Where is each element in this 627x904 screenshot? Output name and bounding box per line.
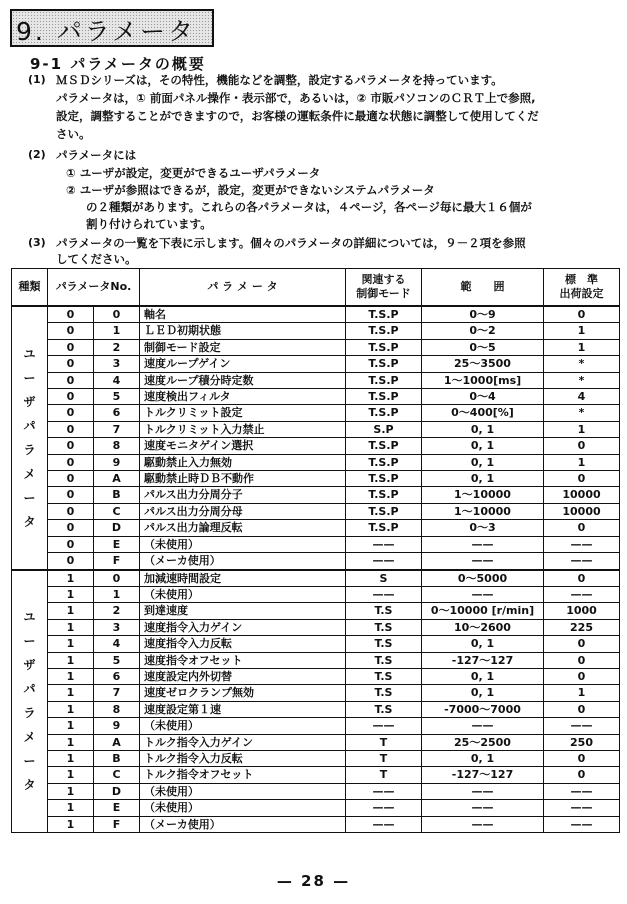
param-no-major: 1 [48,652,94,668]
control-mode: T [346,767,422,783]
param-no-major: 0 [48,372,94,388]
parameter-table [11,268,620,833]
table-row [12,816,620,832]
param-name: 速度ゼロクランプ無効 [140,685,346,701]
param-no-minor: A [94,734,140,750]
control-mode: T.S [346,701,422,717]
control-mode: —— [346,816,422,832]
table-row [12,487,620,503]
param-no-major: 1 [48,767,94,783]
param-range: 0～400[%] [422,405,544,421]
category-char: ザ [23,658,36,673]
default-value: —— [544,718,620,734]
param-no-minor: 4 [94,372,140,388]
param-no-major: 1 [48,750,94,766]
param-name: 加減速時間設定 [140,570,346,587]
param-no-major: 1 [48,718,94,734]
param-no-major: 0 [48,306,94,323]
param-no-major: 1 [48,783,94,799]
default-value: 1 [544,323,620,339]
control-mode: T.S [346,668,422,684]
param-no-major: 0 [48,520,94,536]
param-range: 25～2500 [422,734,544,750]
table-row [12,652,620,668]
param-no-major: 1 [48,685,94,701]
param-no-major: 1 [48,603,94,619]
para-1-line-3: 設定，調整することができますので，お客様の運転条件に最適な状態に調整して使用してくだ [56,109,539,123]
param-name: 速度指令オフセット [140,652,346,668]
control-mode: T.S [346,652,422,668]
param-no-major: 0 [48,356,94,372]
param-no-major: 1 [48,816,94,832]
table-row [12,767,620,783]
control-mode: T.S.P [346,372,422,388]
table-row [12,520,620,536]
table-row [12,685,620,701]
table-row [12,783,620,799]
control-mode: —— [346,586,422,602]
param-no-major: 0 [48,438,94,454]
param-no-minor: 1 [94,323,140,339]
param-no-major: 0 [48,536,94,552]
section-title: 9-1 パラメータの概要 [30,55,206,73]
param-no-minor: 9 [94,718,140,734]
category-cell [12,570,48,833]
default-value: 4 [544,389,620,405]
header-category: 種類 [12,269,48,307]
param-name: 速度指令入力ゲイン [140,619,346,635]
category-char: ユ [23,346,36,361]
param-name: 到達速度 [140,603,346,619]
header-default-line-2: 出荷設定 [559,287,604,300]
control-mode: T.S.P [346,471,422,487]
param-no-minor: 3 [94,356,140,372]
table-header-row [12,269,620,307]
category-char: ー [23,754,36,769]
header-mode [346,269,422,307]
para-2-line-1: パラメータには [56,148,137,162]
param-name: 軸名 [140,306,346,323]
control-mode: T.S.P [346,503,422,519]
param-no-minor: 9 [94,454,140,470]
control-mode: S.P [346,421,422,437]
table-row [12,372,620,388]
para-1-line-1: ＭＳＤシリーズは，その特性，機能などを調整，設定するパラメータを持っています。 [56,73,503,87]
param-name: トルク指令入力ゲイン [140,734,346,750]
param-no-minor: C [94,767,140,783]
param-name: （未使用） [140,536,346,552]
default-value: 1 [544,685,620,701]
param-name: 速度設定第１速 [140,701,346,717]
param-range: 0～3 [422,520,544,536]
table-row [12,454,620,470]
default-value: 0 [544,471,620,487]
category-char: パ [23,682,36,697]
param-name: 制御モード設定 [140,339,346,355]
param-no-major: 1 [48,586,94,602]
param-no-major: 0 [48,553,94,570]
control-mode: T [346,750,422,766]
table-row [12,718,620,734]
default-value: —— [544,553,620,570]
param-no-minor: B [94,750,140,766]
param-name: 速度ループ積分時定数 [140,372,346,388]
category-char: ー [23,634,36,649]
control-mode: T.S.P [346,487,422,503]
default-value: —— [544,816,620,832]
default-value: 0 [544,668,620,684]
table-row [12,323,620,339]
param-name: パルス出力分周分子 [140,487,346,503]
para-3-number: (3) [28,236,46,249]
control-mode: —— [346,553,422,570]
table-row [12,503,620,519]
default-value: 250 [544,734,620,750]
control-mode: T.S.P [346,405,422,421]
para-3-line-1: パラメータの一覧を下表に示します。個々のパラメータの詳細については，９－２項を参照 [56,236,526,250]
default-value: —— [544,783,620,799]
default-value: 0 [544,652,620,668]
default-value: 0 [544,636,620,652]
control-mode: T.S.P [346,438,422,454]
default-value: 1 [544,454,620,470]
param-name: トルクリミット入力禁止 [140,421,346,437]
control-mode: T.S [346,619,422,635]
control-mode: T.S.P [346,323,422,339]
param-no-minor: 5 [94,652,140,668]
table-row [12,636,620,652]
default-value: 0 [544,750,620,766]
param-range: —— [422,800,544,816]
category-char: メ [23,466,36,481]
param-name: 駆動禁止入力無効 [140,454,346,470]
param-no-major: 0 [48,421,94,437]
header-name: パ ラ メ ー タ [140,269,346,307]
param-no-minor: 0 [94,306,140,323]
param-name: ＬＥＤ初期状態 [140,323,346,339]
header-default-line-1: 標 準 [565,273,598,286]
default-value: 10000 [544,487,620,503]
param-range: —— [422,553,544,570]
param-range: 1～10000 [422,487,544,503]
param-name: パルス出力分周分母 [140,503,346,519]
default-value: —— [544,536,620,552]
param-range: 0, 1 [422,454,544,470]
para-1-line-2: パラメータは，① 前面パネル操作・表示部で，あるいは，② 市販パソコンのＣＲＴ上で参照, [56,91,536,105]
param-name: 速度検出フィルタ [140,389,346,405]
header-mode-line-1: 関連する [361,273,406,286]
table-row [12,421,620,437]
para-1-line-4: さい。 [56,127,91,141]
header-default [544,269,620,307]
control-mode: —— [346,718,422,734]
param-range: 0, 1 [422,685,544,701]
param-no-minor: D [94,520,140,536]
param-no-minor: 4 [94,636,140,652]
default-value: 0 [544,438,620,454]
param-name: 駆動禁止時ＤＢ不動作 [140,471,346,487]
control-mode: T.S.P [346,339,422,355]
para-2-line-2: ① ユーザが設定，変更ができるユーザパラメータ [66,166,321,180]
param-name: 速度指令入力反転 [140,636,346,652]
param-no-major: 1 [48,701,94,717]
table-body [12,306,620,833]
table-row [12,339,620,355]
param-range: 0, 1 [422,438,544,454]
table-row [12,668,620,684]
param-range: 0～4 [422,389,544,405]
default-value: 0 [544,767,620,783]
default-value: 1000 [544,603,620,619]
param-no-minor: B [94,487,140,503]
param-range: 0, 1 [422,636,544,652]
page-number: — 28 — [276,872,351,890]
param-no-major: 0 [48,471,94,487]
control-mode: T.S.P [346,306,422,323]
para-2-number: (2) [28,148,46,161]
default-value: 225 [544,619,620,635]
control-mode: —— [346,800,422,816]
param-name: パルス出力論理反転 [140,520,346,536]
category-char: ー [23,490,36,505]
control-mode: T.S [346,636,422,652]
param-no-minor: 6 [94,668,140,684]
param-no-major: 0 [48,454,94,470]
param-no-major: 1 [48,570,94,587]
para-1-number: (1) [28,73,46,86]
param-range: —— [422,816,544,832]
table-row [12,553,620,570]
chapter-title: 9. パラメータ [16,17,197,46]
param-range: 0～2 [422,323,544,339]
param-no-minor: D [94,783,140,799]
default-value: * [544,356,620,372]
category-char: ー [23,370,36,385]
para-2-line-4: の２種類があります。これらの各パラメータは，４ページ，各ページ毎に最大１６個が [86,200,532,214]
control-mode: T.S [346,685,422,701]
table-row [12,536,620,552]
param-no-major: 1 [48,636,94,652]
param-name: 速度モニタゲイン選択 [140,438,346,454]
category-cell [12,306,48,570]
table-row [12,471,620,487]
control-mode: T.S.P [346,520,422,536]
param-name: 速度ループゲイン [140,356,346,372]
param-range: 0, 1 [422,668,544,684]
param-name: （未使用） [140,783,346,799]
table-row [12,438,620,454]
param-no-minor: 2 [94,339,140,355]
control-mode: T.S.P [346,389,422,405]
param-no-minor: 7 [94,421,140,437]
param-range: 1～1000[ms] [422,372,544,388]
param-no-major: 1 [48,619,94,635]
param-no-minor: 5 [94,389,140,405]
param-no-minor: E [94,536,140,552]
param-range: 0, 1 [422,421,544,437]
table-row [12,586,620,602]
param-range: 25～3500 [422,356,544,372]
param-no-minor: 1 [94,586,140,602]
table-row [12,734,620,750]
param-no-minor: 0 [94,570,140,587]
param-range: 1～10000 [422,503,544,519]
category-char: タ [23,778,36,793]
control-mode: —— [346,536,422,552]
table-row [12,603,620,619]
param-range: 10～2600 [422,619,544,635]
default-value: 1 [544,421,620,437]
control-mode: T.S.P [346,454,422,470]
param-range: -7000～7000 [422,701,544,717]
param-name: （メーカ使用） [140,816,346,832]
para-3-line-2: してください。 [56,252,137,266]
table-row [12,405,620,421]
para-2-line-5: 割り付けられています。 [86,217,212,231]
param-range: 0～5 [422,339,544,355]
param-name: トルク指令オフセット [140,767,346,783]
param-no-minor: F [94,553,140,570]
param-no-minor: 8 [94,438,140,454]
param-range: 0, 1 [422,471,544,487]
para-2-line-3: ② ユーザが参照はできるが，設定，変更ができないシステムパラメータ [66,183,435,197]
param-name: （未使用） [140,718,346,734]
control-mode: T [346,734,422,750]
param-no-major: 1 [48,800,94,816]
control-mode: S [346,570,422,587]
table-row [12,570,620,587]
param-name: （未使用） [140,586,346,602]
default-value: 10000 [544,503,620,519]
param-no-minor: F [94,816,140,832]
param-no-minor: 6 [94,405,140,421]
default-value: 0 [544,306,620,323]
param-range: -127～127 [422,652,544,668]
param-no-major: 0 [48,323,94,339]
table-row [12,800,620,816]
param-range: —— [422,586,544,602]
param-range: —— [422,718,544,734]
param-no-minor: E [94,800,140,816]
control-mode: T.S.P [346,356,422,372]
param-no-minor: 7 [94,685,140,701]
table-row [12,701,620,717]
param-name: 速度設定内外切替 [140,668,346,684]
category-char: ユ [23,610,36,625]
table-row [12,389,620,405]
header-mode-line-2: 制御モード [356,287,411,300]
category-char: ラ [23,706,36,721]
default-value: 0 [544,520,620,536]
param-name: （未使用） [140,800,346,816]
param-name: トルク指令入力反転 [140,750,346,766]
category-char: ラ [23,442,36,457]
param-no-major: 0 [48,339,94,355]
param-no-major: 1 [48,668,94,684]
table-row [12,750,620,766]
header-param-no: パラメータNo. [48,269,140,307]
control-mode: T.S [346,603,422,619]
category-char: タ [23,514,36,529]
param-range: 0～9 [422,306,544,323]
category-char: パ [23,418,36,433]
table-row [12,306,620,323]
param-range: 0～5000 [422,570,544,587]
control-mode: —— [346,783,422,799]
default-value: * [544,405,620,421]
param-range: 0, 1 [422,750,544,766]
param-name: （メーカ使用） [140,553,346,570]
category-char: ザ [23,394,36,409]
param-no-minor: A [94,471,140,487]
param-no-minor: C [94,503,140,519]
param-range: 0～10000 [r/min] [422,603,544,619]
default-value: 0 [544,701,620,717]
category-char: メ [23,730,36,745]
param-range: -127～127 [422,767,544,783]
table-row [12,619,620,635]
header-range: 範 囲 [422,269,544,307]
default-value: * [544,372,620,388]
default-value: 1 [544,339,620,355]
default-value: —— [544,586,620,602]
param-name: トルクリミット設定 [140,405,346,421]
param-range: —— [422,536,544,552]
param-no-major: 1 [48,734,94,750]
param-no-major: 0 [48,405,94,421]
param-no-major: 0 [48,503,94,519]
param-no-major: 0 [48,389,94,405]
param-no-minor: 8 [94,701,140,717]
param-no-major: 0 [48,487,94,503]
param-no-minor: 2 [94,603,140,619]
param-range: —— [422,783,544,799]
param-no-minor: 3 [94,619,140,635]
default-value: —— [544,800,620,816]
table-row [12,356,620,372]
default-value: 0 [544,570,620,587]
